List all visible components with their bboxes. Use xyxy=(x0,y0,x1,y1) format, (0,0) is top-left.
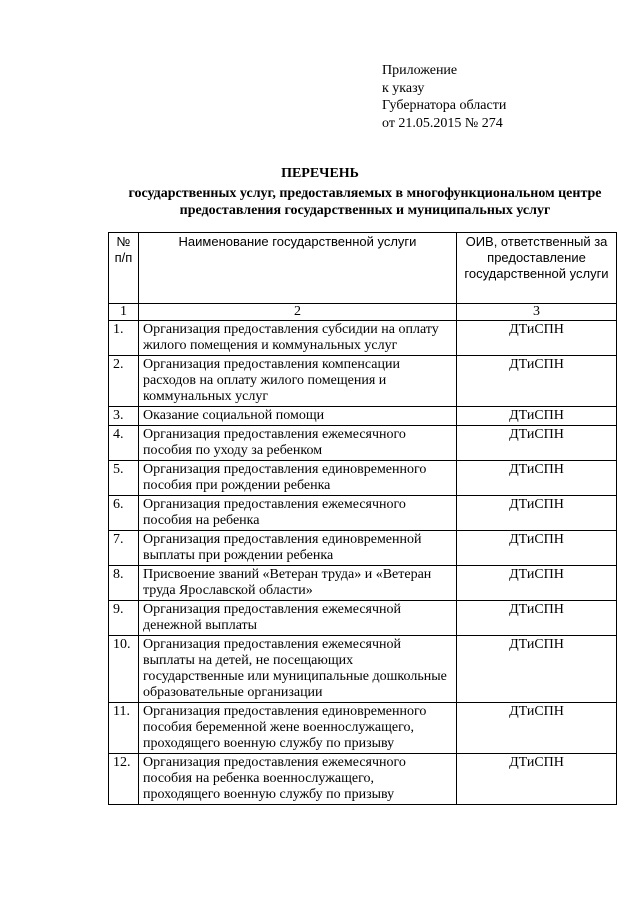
row-service-name: Оказание социальной помощи xyxy=(139,407,457,426)
column-numbers-row xyxy=(109,304,617,321)
table-row xyxy=(109,461,617,496)
column-number: 3 xyxy=(457,304,617,321)
row-number: 7. xyxy=(109,531,139,566)
table-row xyxy=(109,321,617,356)
table-row xyxy=(109,566,617,601)
document-subtitle: государственных услуг, предоставляемых в многофункциональном центре предоставления государственных и муниципальных услуг xyxy=(128,186,602,218)
column-number: 1 xyxy=(109,304,139,321)
row-number: 9. xyxy=(109,601,139,636)
row-number: 4. xyxy=(109,426,139,461)
table-row xyxy=(109,754,617,805)
table-row xyxy=(109,496,617,531)
appendix-line: от 21.05.2015 № 274 xyxy=(382,115,503,131)
row-number: 11. xyxy=(109,703,139,754)
row-number: 8. xyxy=(109,566,139,601)
row-number: 5. xyxy=(109,461,139,496)
row-number: 2. xyxy=(109,356,139,407)
table-row xyxy=(109,426,617,461)
row-number: 1. xyxy=(109,321,139,356)
row-service-name: Организация предоставления единовременного пособия беременной жене военнослужащего, проходящего военную службу по призыву xyxy=(139,703,457,754)
table-row xyxy=(109,531,617,566)
appendix-line: Приложение xyxy=(382,63,458,78)
row-responsible-org: ДТиСПН xyxy=(457,703,617,754)
row-service-name: Организация предоставления компенсации расходов на оплату жилого помещения и коммунальных услуг xyxy=(139,356,457,407)
row-responsible-org: ДТиСПН xyxy=(457,496,617,531)
column-number: 2 xyxy=(139,304,457,321)
row-responsible-org: ДТиСПН xyxy=(457,566,617,601)
row-responsible-org: ДТиСПН xyxy=(457,636,617,703)
row-service-name: Организация предоставления ежемесячной выплаты на детей, не посещающих государственные или муниципальные дошкольные образовательные организации xyxy=(139,636,457,703)
appendix-block xyxy=(382,62,506,132)
row-number: 12. xyxy=(109,754,139,805)
row-service-name: Присвоение званий «Ветеран труда» и «Ветеран труда Ярославской области» xyxy=(139,566,457,601)
table-header-row xyxy=(109,233,617,304)
table-row xyxy=(109,636,617,703)
row-service-name: Организация предоставления ежемесячного пособия на ребенка xyxy=(139,496,457,531)
row-service-name: Организация предоставления единовременного пособия при рождении ребенка xyxy=(139,461,457,496)
header-org: ОИВ, ответственный за предоставление государственной услуги xyxy=(457,233,617,304)
row-service-name: Организация предоставления ежемесячной денежной выплаты xyxy=(139,601,457,636)
table-row xyxy=(109,703,617,754)
row-number: 6. xyxy=(109,496,139,531)
row-service-name: Организация предоставления единовременной выплаты при рождении ребенка xyxy=(139,531,457,566)
row-number: 3. xyxy=(109,407,139,426)
row-responsible-org: ДТиСПН xyxy=(457,426,617,461)
row-responsible-org: ДТиСПН xyxy=(457,461,617,496)
row-service-name: Организация предоставления ежемесячного пособия на ребенка военнослужащего, проходящего военную службу по призыву xyxy=(139,754,457,805)
row-service-name: Организация предоставления субсидии на оплату жилого помещения и коммунальных услуг xyxy=(139,321,457,356)
header-name: Наименование государственной услуги xyxy=(139,233,457,304)
row-service-name: Организация предоставления ежемесячного пособия по уходу за ребенком xyxy=(139,426,457,461)
row-responsible-org: ДТиСПН xyxy=(457,601,617,636)
row-responsible-org: ДТиСПН xyxy=(457,407,617,426)
row-number: 10. xyxy=(109,636,139,703)
row-responsible-org: ДТиСПН xyxy=(457,531,617,566)
table-row xyxy=(109,356,617,407)
table-row xyxy=(109,407,617,426)
row-responsible-org: ДТиСПН xyxy=(457,321,617,356)
row-responsible-org: ДТиСПН xyxy=(457,356,617,407)
appendix-line: к указу xyxy=(382,80,425,96)
services-table xyxy=(108,232,617,805)
row-responsible-org: ДТиСПН xyxy=(457,754,617,805)
appendix-line: Губернатора области xyxy=(382,98,507,113)
document-title: ПЕРЕЧЕНЬ xyxy=(281,166,359,181)
header-num: № п/п xyxy=(109,233,139,304)
table-row xyxy=(109,601,617,636)
